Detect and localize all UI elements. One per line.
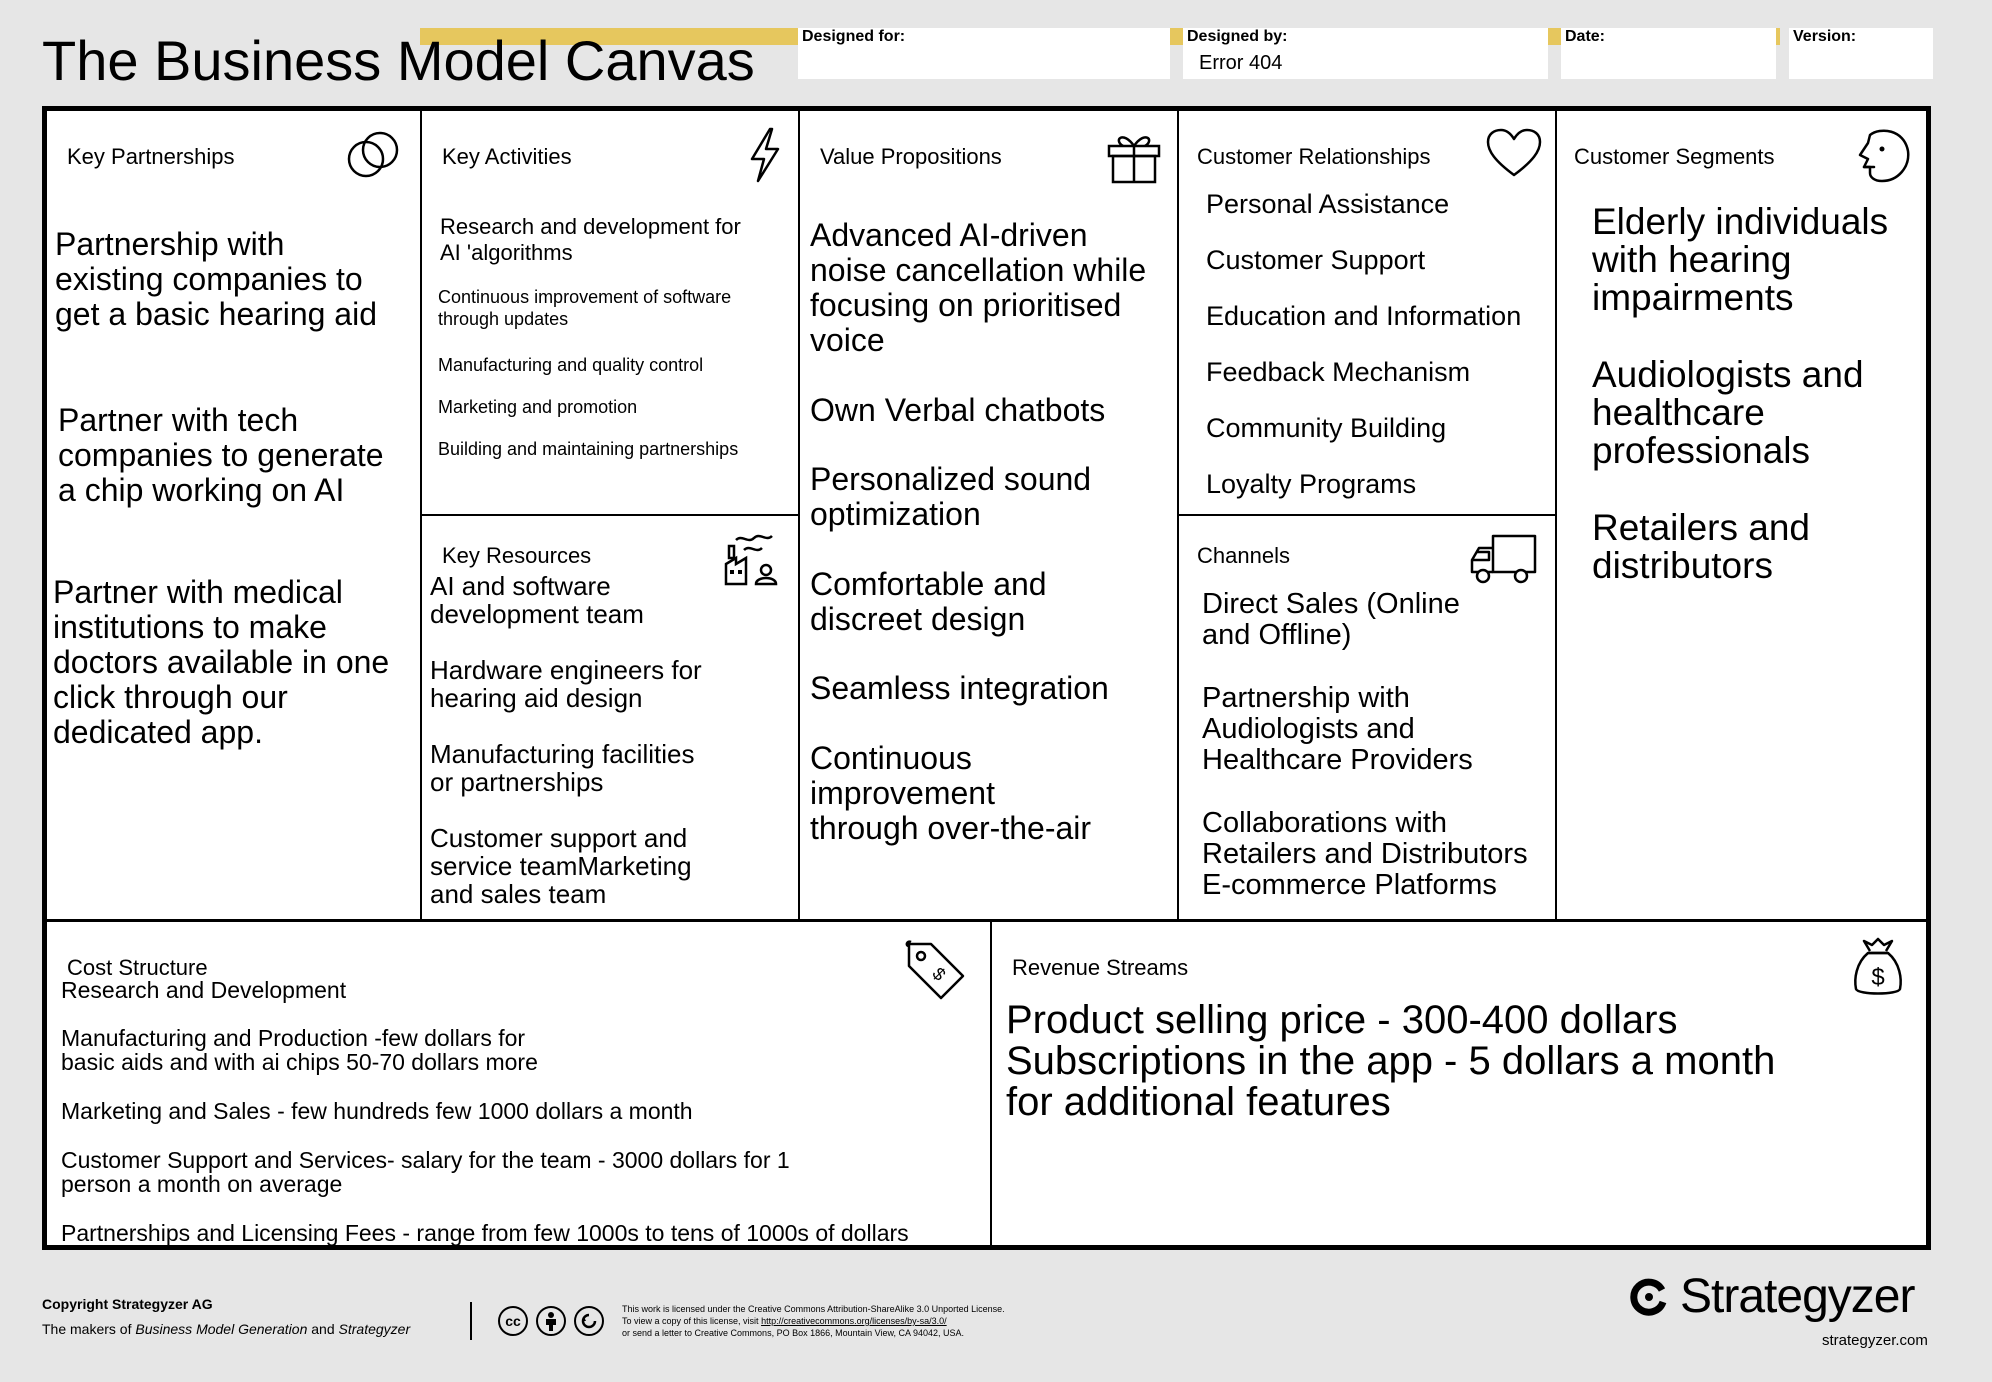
- designed-by-label: Designed by:: [1187, 28, 1288, 45]
- list-item: Research and Development: [61, 977, 347, 1003]
- list-item: Community Building: [1206, 413, 1447, 443]
- key-activities-block[interactable]: [422, 111, 798, 514]
- list-item: Audiologists and healthcare professionals: [1592, 354, 1864, 471]
- list-item: Partnership with Audiologists and Healthcare Providers: [1202, 682, 1473, 776]
- customer-relationships-header: Customer Relationships: [1197, 144, 1431, 169]
- key-partnerships-block[interactable]: [47, 111, 420, 919]
- makers-text: [42, 1317, 410, 1342]
- license-line-1: This work is licensed under the Creative Commons Attribution-ShareAlike 3.0 Unported License.: [622, 1304, 1005, 1314]
- list-item: Building and maintaining partnerships: [438, 439, 739, 459]
- list-item: Customer Support: [1206, 245, 1426, 275]
- truck-icon: [1469, 532, 1539, 586]
- designed-for-field[interactable]: [798, 28, 1170, 79]
- list-item: Comfortable and discreet design: [810, 566, 1047, 637]
- version-field[interactable]: [1789, 28, 1933, 79]
- list-item: Continuous improvement through over-the-air: [810, 740, 1092, 846]
- factory-icon: [722, 530, 780, 588]
- list-item: Own Verbal chatbots: [810, 392, 1106, 428]
- designed-by-value: Error 404: [1199, 52, 1283, 74]
- license-line-2-prefix: To view a copy of this license, visit: [622, 1316, 762, 1326]
- heart-icon: [1485, 127, 1543, 179]
- face-icon: [1852, 127, 1912, 185]
- share-alike-icon: [574, 1306, 604, 1336]
- list-item: Seamless integration: [810, 670, 1109, 706]
- list-item: Marketing and Sales - few hundreds few 1000 dollars a month: [61, 1098, 693, 1124]
- revenue-streams-text: Product selling price - 300-400 dollars Subscriptions in the app - 5 dollars a month for additional features: [1006, 998, 1776, 1124]
- revenue-streams-block[interactable]: [992, 922, 1926, 1245]
- page-title: The Business Model Canvas: [42, 29, 755, 92]
- key-resources-block[interactable]: [422, 516, 798, 919]
- list-item: Hardware engineers for hearing aid design: [430, 655, 702, 713]
- business-model-canvas: [42, 106, 1931, 1250]
- cost-structure-block[interactable]: [47, 922, 990, 1245]
- key-partnerships-header: Key Partnerships: [67, 144, 235, 169]
- channels-header: Channels: [1197, 543, 1290, 568]
- attribution-icon: [536, 1306, 566, 1336]
- list-item: Education and Information: [1206, 301, 1522, 331]
- money-bag-icon: [1852, 937, 1904, 999]
- customer-relationships-block[interactable]: [1179, 111, 1555, 514]
- svg-text:$: $: [928, 963, 950, 985]
- gift-icon: [1105, 126, 1163, 184]
- list-item: Elderly individuals with hearing impairments: [1592, 201, 1889, 318]
- list-item: Personalized sound optimization: [810, 461, 1092, 532]
- list-item: Marketing and promotion: [438, 397, 638, 417]
- revenue-streams-header: Revenue Streams: [1012, 955, 1189, 980]
- cc-icon: cc: [498, 1306, 528, 1336]
- list-item: Manufacturing and Production -few dollars for basic aids and with ai chips 50-70 dollars more: [61, 1025, 538, 1075]
- license-link[interactable]: http://creativecommons.org/licenses/by-sa/3.0/: [761, 1316, 947, 1326]
- link-icon: [344, 126, 402, 184]
- license-line-2: [622, 1315, 947, 1327]
- license-line-3: or send a letter to Creative Commons, PO Box 1866, Mountain View, CA 94042, USA.: [622, 1328, 965, 1338]
- list-item: Manufacturing and quality control: [438, 355, 704, 375]
- list-item: Direct Sales (Online and Offline): [1202, 588, 1460, 651]
- list-item: Partnerships and Licensing Fees - range from few 1000s to tens of 1000s of dollars: [61, 1220, 909, 1246]
- lightning-icon: [748, 127, 782, 183]
- makers-company: Strategyzer: [338, 1321, 411, 1337]
- footer-divider: [470, 1302, 472, 1340]
- list-item: Manufacturing facilities or partnerships: [430, 739, 695, 797]
- channels-block[interactable]: [1179, 516, 1555, 919]
- price-tag-icon: [905, 940, 967, 1002]
- list-item: AI and software development team: [430, 571, 644, 629]
- makers-book: Business Model Generation: [135, 1321, 308, 1337]
- version-label: Version:: [1793, 28, 1857, 45]
- list-item: Partner with medical institutions to make doctors available in one click through our dedicated app.: [53, 574, 390, 750]
- designed-for-label: Designed for:: [802, 28, 906, 45]
- list-item: Loyalty Programs: [1206, 469, 1417, 499]
- strategyzer-brand: Strategyzer: [1680, 1270, 1915, 1323]
- customer-segments-block[interactable]: [1557, 111, 1926, 919]
- makers-and: and: [307, 1321, 339, 1337]
- key-activities-header: Key Activities: [442, 144, 572, 169]
- list-item: Advanced AI-driven noise cancellation while focusing on prioritised voice: [810, 217, 1147, 358]
- key-resources-header: Key Resources: [442, 543, 592, 568]
- list-item: Personal Assistance: [1206, 189, 1450, 219]
- cost-structure-header: Cost Structure: [67, 955, 208, 980]
- list-item: Customer Support and Services- salary for the team - 3000 dollars for 1 person a month on average: [61, 1147, 790, 1197]
- list-item: Research and development for AI 'algorithms: [440, 214, 741, 265]
- list-item: Continuous improvement of software through updates: [438, 287, 732, 329]
- designed-by-field[interactable]: [1183, 28, 1548, 79]
- strategyzer-logo-icon: [1628, 1276, 1670, 1318]
- list-item: Partner with tech companies to generate a chip working on AI: [58, 402, 384, 508]
- list-item: Feedback Mechanism: [1206, 357, 1471, 387]
- makers-prefix: The makers of: [42, 1321, 136, 1337]
- list-item: Collaborations with Retailers and Distributors E-commerce Platforms: [1202, 807, 1528, 901]
- svg-text:$: $: [1871, 964, 1885, 991]
- date-field[interactable]: [1561, 28, 1776, 79]
- value-propositions-header: Value Propositions: [820, 144, 1002, 169]
- date-label: Date:: [1565, 28, 1606, 45]
- list-item: Customer support and service teamMarketing and sales team: [430, 823, 692, 909]
- value-propositions-block[interactable]: [800, 111, 1177, 919]
- strategyzer-url[interactable]: strategyzer.com: [1822, 1332, 1928, 1349]
- list-item: Retailers and distributors: [1592, 507, 1811, 586]
- customer-segments-header: Customer Segments: [1574, 144, 1775, 169]
- copyright-text: Copyright Strategyzer AG: [42, 1296, 213, 1312]
- list-item: Partnership with existing companies to get a basic hearing aid: [55, 226, 377, 332]
